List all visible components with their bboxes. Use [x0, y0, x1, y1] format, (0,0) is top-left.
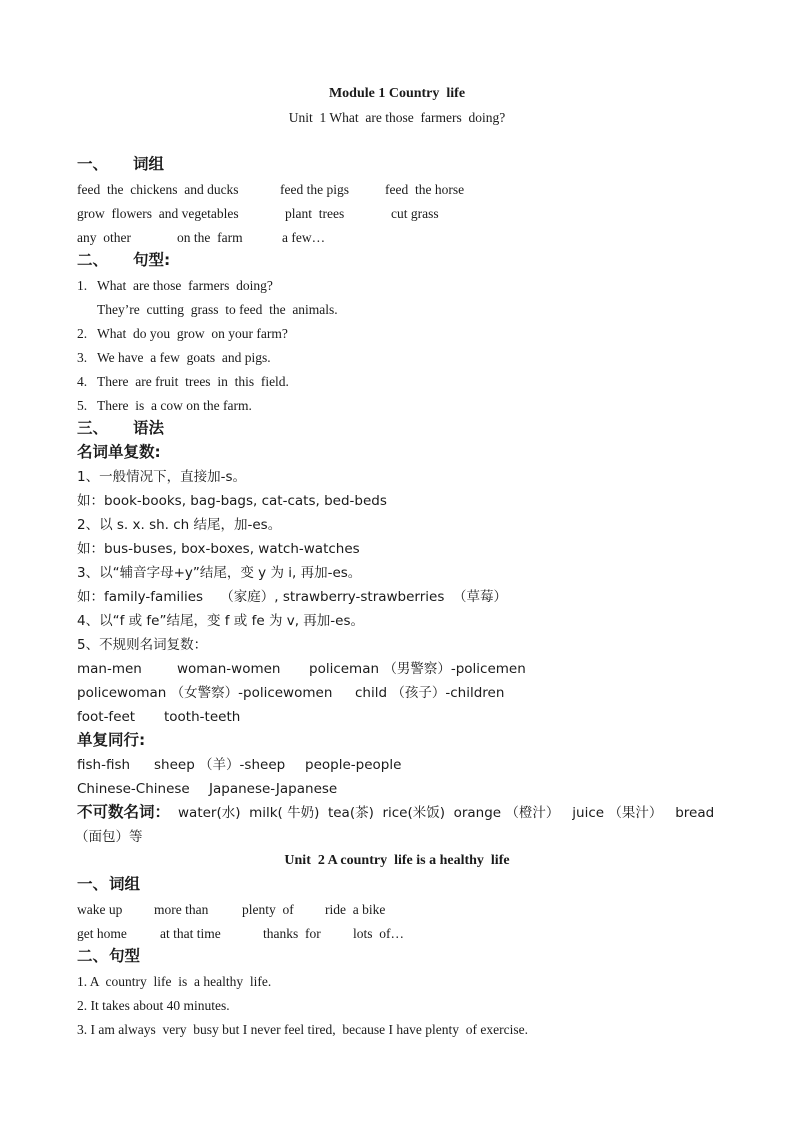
phrase: thanks for [263, 926, 321, 941]
sentence: 4. There are fruit trees in this field. [77, 374, 289, 389]
phrase: ride a bike [325, 902, 386, 917]
section-number: 二、 [77, 251, 109, 269]
phrase: feed the pigs [280, 182, 349, 197]
grammar-rule: 5、不规则名词复数： [77, 637, 208, 653]
phrase: on the farm [177, 230, 243, 245]
phrase: cut grass [391, 206, 439, 221]
sentence: 5. There is a cow on the farm. [77, 398, 252, 413]
grammar-example: 如：family-families （家庭）, strawberry-strawberries （草莓） [77, 589, 507, 605]
plural-pair: policeman （男警察）-policemen [309, 661, 526, 677]
phrase: any other [77, 230, 131, 245]
section-number: 二、 [77, 947, 109, 965]
module-title: Module 1 Country life [328, 86, 466, 101]
section-label: 词组 [133, 155, 165, 173]
phrase: plant trees [285, 206, 345, 221]
grammar-rule: 3、以“辅音字母+y”结尾，变 y 为 i, 再加-es。 [77, 565, 362, 581]
plural-pair: Chinese-Chinese [77, 781, 190, 797]
sentence: 2. What do you grow on your farm? [77, 326, 288, 341]
sentence: 1. A country life is a healthy life. [77, 974, 272, 989]
plural-pair: woman-women [177, 661, 281, 677]
section-label: 语法 [133, 419, 165, 437]
grammar-rule: 1、一般情况下，直接加-s。 [77, 469, 246, 485]
phrase: lots of… [353, 926, 405, 941]
sentence: They’re cutting grass to feed the animals. [77, 302, 338, 317]
unit2-title: Unit 2 A country life is a healthy life [284, 853, 510, 868]
unit1-title: Unit 1 What are those farmers doing? [288, 110, 506, 125]
grammar-heading: 名词单复数: [77, 443, 161, 461]
grammar-example: 如：book-books, bag-bags, cat-cats, bed-beds [77, 493, 387, 509]
plural-pair: man-men [77, 661, 142, 677]
phrase: get home [77, 926, 127, 941]
phrase: more than [154, 902, 209, 917]
plural-pair: Japanese-Japanese [209, 781, 338, 797]
section-number: 三、 [77, 419, 109, 437]
sentence: 2. It takes about 40 minutes. [77, 998, 230, 1013]
phrase: grow flowers and vegetables [77, 206, 239, 221]
section-number: 一、 [77, 155, 109, 173]
sentence: 3. We have a few goats and pigs. [77, 350, 271, 365]
sentence: 1. What are those farmers doing? [77, 278, 273, 293]
uncountable-items: water(水) milk( 牛奶) tea(茶) rice(米饭) orange （橙汁） juice （果汁） bread [178, 805, 715, 821]
phrase: plenty of [242, 902, 294, 917]
grammar-rule: 2、以 s. x. sh. ch 结尾，加-es。 [77, 517, 282, 533]
plural-pair: child （孩子）-children [355, 685, 505, 701]
phrase: wake up [77, 902, 123, 917]
plural-pair: people-people [305, 757, 402, 773]
uncountable-continued: （面包）等 [75, 829, 143, 845]
plural-pair: policewoman （女警察）-policewomen [77, 685, 333, 701]
section-label: 句型: [133, 251, 171, 269]
section-label: 词组 [109, 875, 141, 893]
plural-pair: sheep （羊）-sheep [154, 757, 286, 773]
plural-pair: tooth-teeth [164, 709, 241, 725]
plural-pair: foot-feet [77, 709, 136, 725]
phrase: feed the chickens and ducks [77, 182, 239, 197]
grammar-rule: 4、以“f 或 fe”结尾，变 f 或 fe 为 v, 再加-es。 [77, 613, 365, 629]
grammar-example: 如：bus-buses, box-boxes, watch-watches [77, 541, 360, 557]
plural-pair: fish-fish [77, 757, 131, 773]
phrase: at that time [160, 926, 221, 941]
phrase: a few… [282, 230, 326, 245]
sentence: 3. I am always very busy but I never feel tired, because I have plenty of exercise. [77, 1022, 528, 1037]
section-number: 一、 [77, 875, 109, 893]
uncountable-label: 不可数名词： [77, 803, 171, 821]
phrase: feed the horse [385, 182, 465, 197]
section-label: 句型 [109, 947, 141, 965]
same-form-heading: 单复同行: [77, 731, 146, 749]
